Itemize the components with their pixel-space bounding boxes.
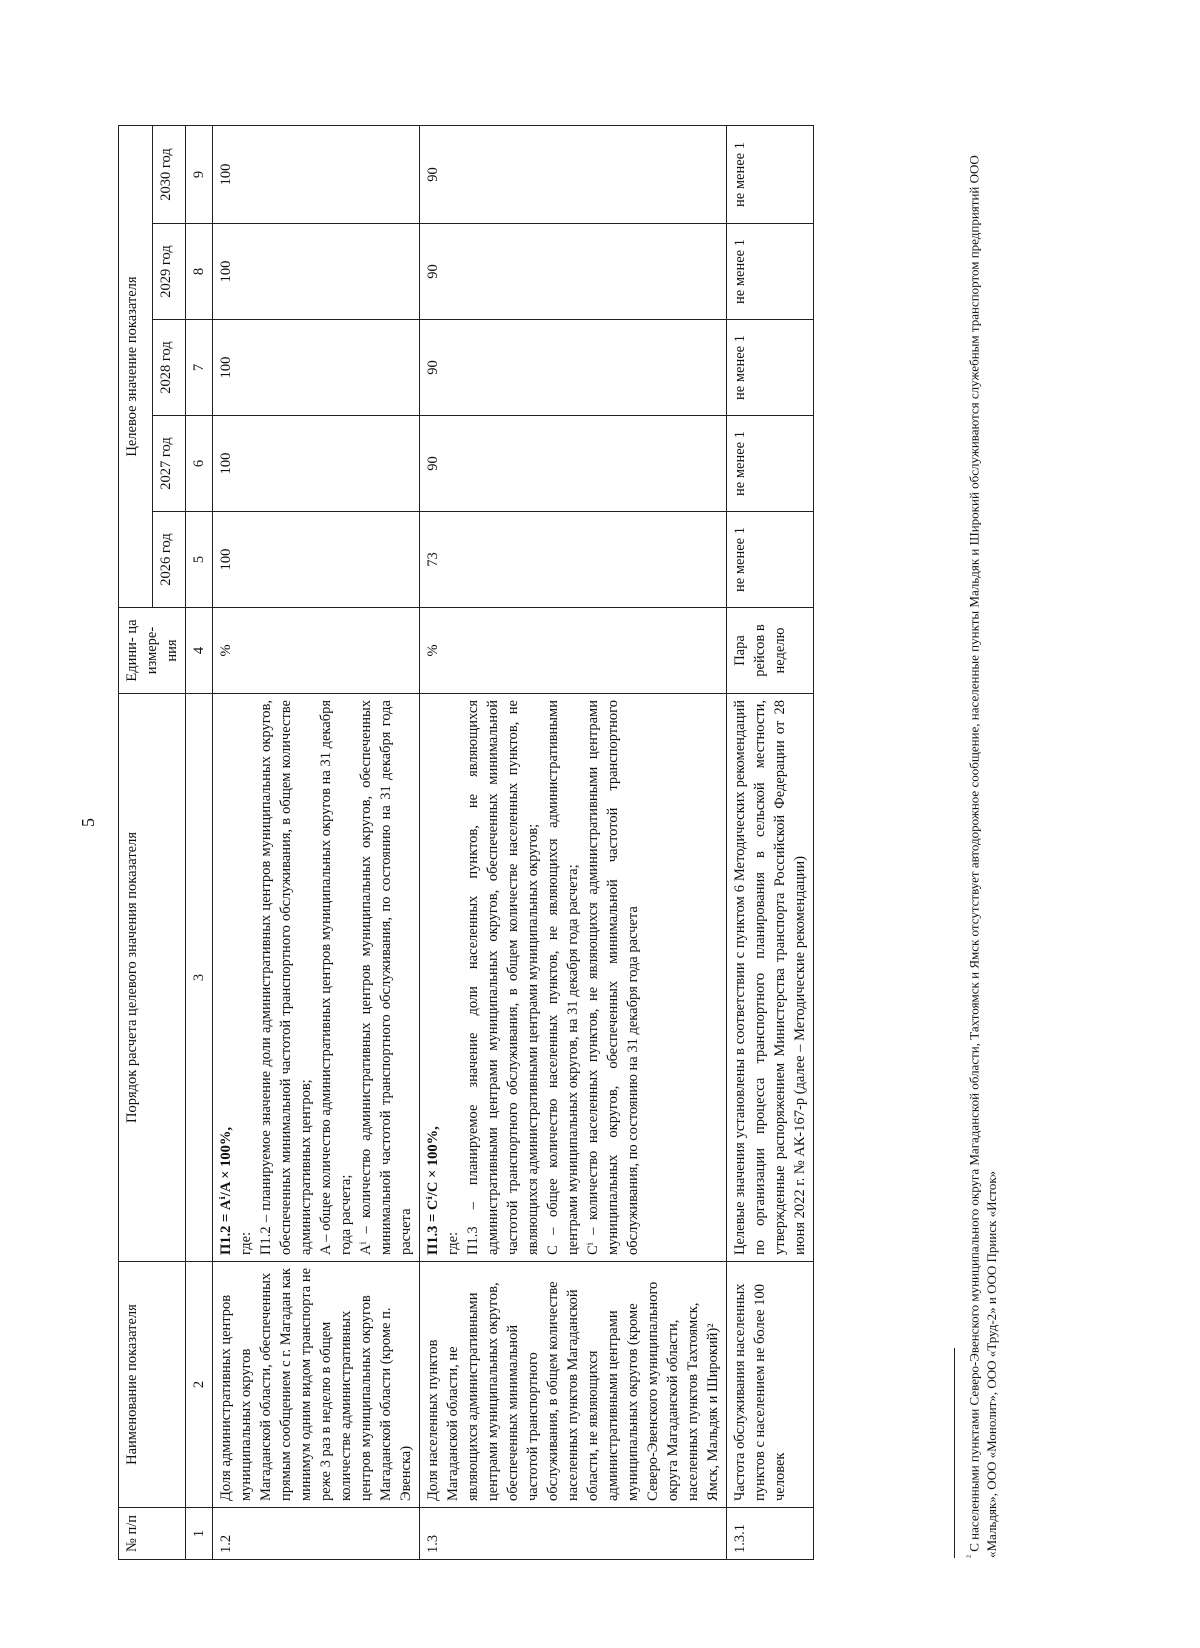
header-year: 2028 год — [152, 320, 186, 416]
header-year: 2026 год — [152, 512, 186, 608]
unit-cell: % — [420, 608, 727, 694]
header-year: 2029 год — [152, 224, 186, 320]
table-row — [420, 126, 727, 1560]
footnote-mark: ² — [965, 1555, 976, 1558]
method-line: П1.2 – планируемое значение доли административных центров муниципальных округов, обеспеченных минимальной частотой транспортного обслуживания, в общем количестве административных центров; — [258, 700, 314, 1255]
indicator-name: Частота обслуживания населенных пунктов с населением не более 100 человек — [727, 1262, 814, 1508]
value-cell: не менее 1 — [727, 224, 814, 320]
value-cell: 90 — [420, 320, 727, 416]
method-line: где: — [445, 1231, 461, 1255]
unit-cell: % — [213, 608, 420, 694]
value-cell: 100 — [213, 320, 420, 416]
header-unit: Едини- ца измере- ния — [119, 608, 186, 694]
header-method: Порядок расчета целевого значения показателя — [119, 694, 186, 1262]
value-cell: 100 — [213, 512, 420, 608]
indicator-name: Доля административных центров муниципальных округов Магаданской области, обеспеченных прямым сообщением с г. Магадан как минимум одним видом транспорта не реже 3 раз в неделю в общем количестве административных центров муниципальных округов Магаданской области (кроме п. Эвенска) — [213, 1262, 420, 1508]
method-line: A – общее количество административных центров муниципальных округов на 31 декабря года расчета; — [318, 700, 354, 1255]
header-target-group: Целевое значение показателя — [119, 126, 153, 608]
calculation-method — [727, 694, 814, 1262]
column-number: 5 — [186, 512, 213, 608]
value-cell: 90 — [420, 224, 727, 320]
value-cell: не менее 1 — [727, 512, 814, 608]
formula: П1.2 = Aⁱ/A × 100%, — [218, 1127, 234, 1255]
value-cell: не менее 1 — [727, 320, 814, 416]
footnote — [962, 128, 1001, 1558]
footnote-text: С населенными пунктами Северо-Эвенского муниципального округа Магаданской области, Тахтоямск и Ямск отсутствует автодорожное сообщение, населенные пункты Мальдяк и Широкий обслуживаются служебным транспортом предприятий ООО «Мальдяк», ООО «Монолит», ООО «Труд-2» и ООО Прииск «Исток» — [966, 155, 1000, 1558]
column-number: 3 — [186, 694, 213, 1262]
value-cell: 100 — [213, 224, 420, 320]
table-row — [727, 126, 814, 1560]
formula: П1.3 = Cⁱ/C × 100%, — [425, 1126, 441, 1255]
header-year: 2030 год — [152, 126, 186, 224]
column-number: 2 — [186, 1262, 213, 1508]
table-row — [213, 126, 420, 1560]
value-cell: 90 — [420, 126, 727, 224]
header-name: Наименование показателя — [119, 1262, 186, 1508]
row-number: 1.3.1 — [727, 1508, 814, 1560]
header-year: 2027 год — [152, 416, 186, 512]
value-cell: 73 — [420, 512, 727, 608]
landscape-content — [82, 86, 1102, 1586]
value-cell: 90 — [420, 416, 727, 512]
value-cell: не менее 1 — [727, 126, 814, 224]
calculation-method — [420, 694, 727, 1262]
method-line: Aⁱ – количество административных центров муниципальных округов, обеспеченных минимальной частотой транспортного обслуживания, по состоянию на 31 декабря года расчета — [358, 700, 414, 1255]
method-line: C – общее количество населенных пунктов, не являющихся административными центрами муниципальных округов, на 31 декабря года расчета; — [545, 700, 581, 1255]
row-number: 1.3 — [420, 1508, 727, 1560]
column-number: 4 — [186, 608, 213, 694]
method-line: Cⁱ – количество населенных пунктов, не являющихся административными центрами муниципальных округов, обеспеченных минимальной частотой транспортного обслуживания, по состоянию на 31 декабря года расчета — [585, 700, 641, 1255]
method-line: где: — [238, 1231, 254, 1255]
calculation-method — [213, 694, 420, 1262]
method-line: П1.3 – планируемое значение доли населенных пунктов, не являющихся административными центрами муниципальных округов, обеспеченных минимальной частотой транспортного обслуживания, в общем количестве населенных пунктов, не являющихся административными центрами муниципальных округов; — [465, 700, 541, 1255]
header-num: № п/п — [119, 1508, 186, 1560]
column-number: 6 — [186, 416, 213, 512]
unit-cell: Пара рейсов в неделю — [727, 608, 814, 694]
row-number: 1.2 — [213, 1508, 420, 1560]
value-cell: 100 — [213, 416, 420, 512]
column-number: 8 — [186, 224, 213, 320]
column-number: 1 — [186, 1508, 213, 1560]
column-number: 9 — [186, 126, 213, 224]
value-cell: 100 — [213, 126, 420, 224]
footnote-divider — [954, 1348, 955, 1558]
page-number: 5 — [78, 818, 98, 827]
indicators-table — [118, 125, 814, 1560]
value-cell: не менее 1 — [727, 416, 814, 512]
column-number-row — [186, 126, 213, 1560]
column-number: 7 — [186, 320, 213, 416]
method-line: Целевые значения установлены в соответствии с пунктом 6 Методических рекомендаций по организации процесса транспортного планирования в сельской местности, утвержденные распоряжением Министерства транспорта Российской Федерации от 28 июня 2022 г. № АК-167-р (далее – Методические рекомендации) — [732, 700, 808, 1255]
indicator-name: Доля населенных пунктов Магаданской области, не являющихся административными центрами муниципальных округов, обеспеченных минимальной частотой транспортного обслуживания, в общем количестве населенных пунктов Магаданской области, не являющихся административными центрами муниципальных округов (кроме Северо-Эвенского муниципального округа Магаданской области, населенных пунктов Тахтоямск, Ямск, Мальдяк и Широкий)² — [420, 1262, 727, 1508]
